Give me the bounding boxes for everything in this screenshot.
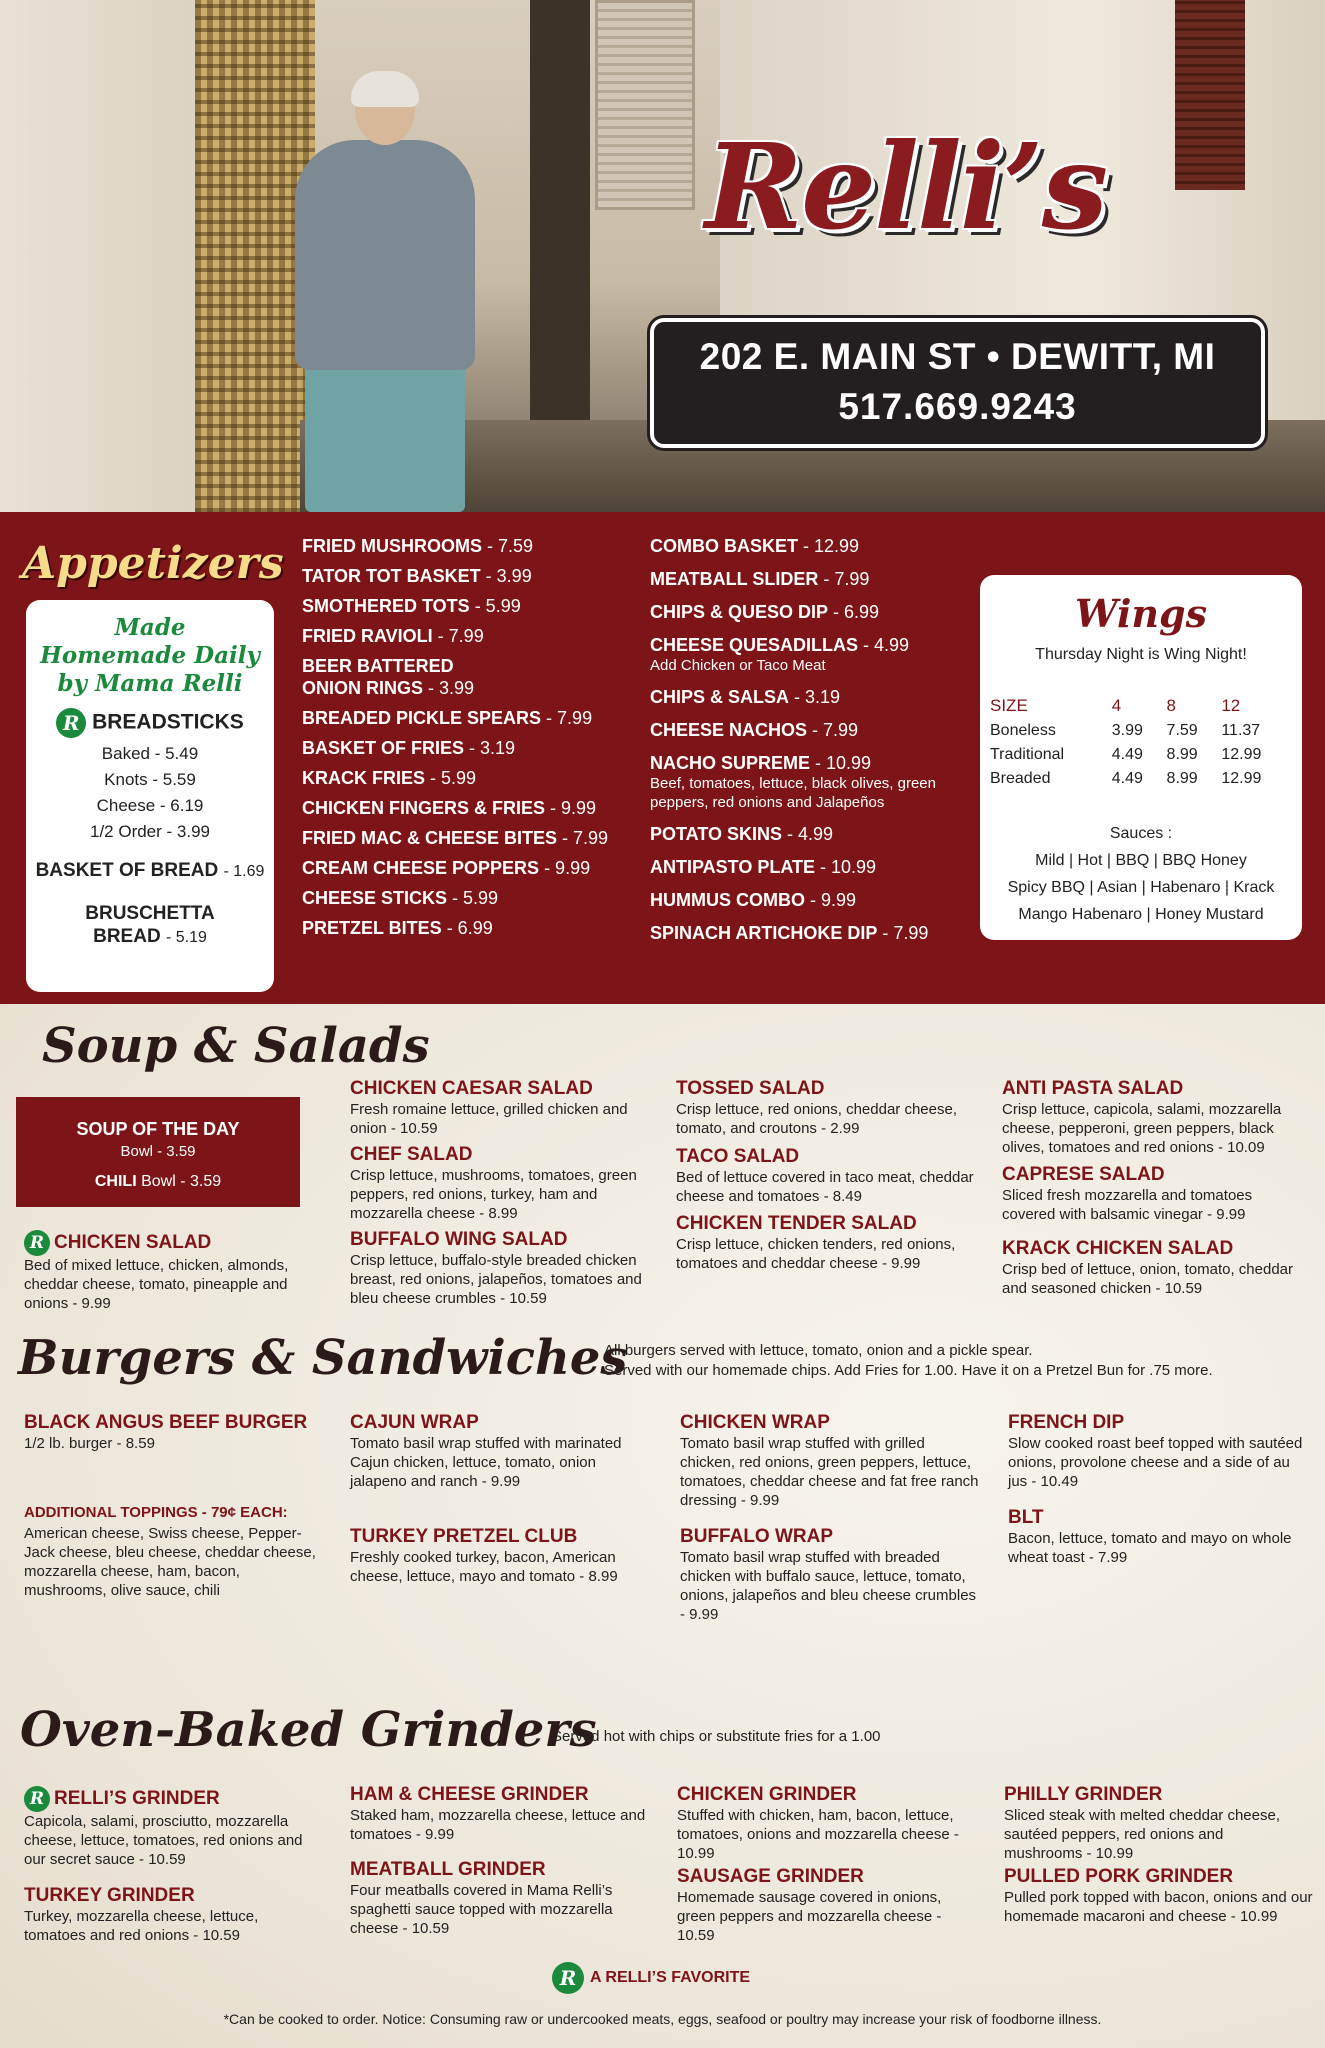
- appetizer-item: CHEESE NACHOS - 7.99: [650, 720, 859, 740]
- homemade-box: [26, 600, 274, 992]
- favorite-legend: R A RELLI’S FAVORITE: [552, 1962, 750, 1994]
- menu-item: R RELLI’S GRINDER Capicola, salami, prosciutto, mozzarella cheese, lettuce, tomatoes, red onions and our secret sauce - 10.59: [24, 1786, 314, 1869]
- favorite-badge-icon: R: [24, 1230, 50, 1256]
- menu-item: ADDITIONAL TOPPINGS - 79¢ EACH: American cheese, Swiss cheese, Pepper-Jack cheese, bleu cheese, cheddar cheese, mozzarella cheese, ham, bacon, mushrooms, olive sauce, chili: [24, 1504, 316, 1599]
- appetizer-item: CHICKEN FINGERS & FRIES - 9.99: [302, 798, 597, 818]
- menu-item: TURKEY PRETZEL CLUB Freshly cooked turkey, bacon, American cheese, lettuce, mayo and tomato - 8.99: [350, 1526, 618, 1585]
- menu-item: CHICKEN TENDER SALAD Crisp lettuce, chicken tenders, red onions, tomatoes and cheddar cheese - 9.99: [676, 1213, 956, 1272]
- favorite-badge-icon: R: [56, 708, 86, 738]
- photo-woman: [275, 75, 485, 512]
- appetizer-item: CREAM CHEESE POPPERS - 9.99: [302, 858, 591, 878]
- appetizer-item: FRIED MAC & CHEESE BITES - 7.99: [302, 828, 609, 848]
- burgers-note: All burgers served with lettuce, tomato, onion and a pickle spear. Served with our homemade chips. Add Fries for 1.00. Have it on a Pretzel Bun for .75 more.: [604, 1342, 1213, 1379]
- appetizer-item: KRACK FRIES - 5.99: [302, 768, 477, 788]
- photo-shutter: [595, 0, 695, 210]
- basket-of-bread: BASKET OF BREAD - 1.69: [35, 860, 265, 881]
- breadsticks-item: Baked - 5.49: [101, 744, 199, 763]
- appetizer-item: TATOR TOT BASKET - 3.99: [302, 566, 532, 586]
- menu-item: CHICKEN CAESAR SALAD Fresh romaine lettuce, grilled chicken and onion - 10.59: [350, 1078, 628, 1137]
- breadsticks-heading: R BREADSTICKS: [26, 708, 274, 738]
- grinders-note: Served hot with chips or substitute fries for a 1.00: [552, 1728, 881, 1745]
- footer-notice: *Can be cooked to order. Notice: Consuming raw or undercooked meats, eggs, seafood or poultry may increase your risk of foodborne illness.: [223, 2011, 1102, 2027]
- menu-item: CAJUN WRAP Tomato basil wrap stuffed with marinated Cajun chicken, lettuce, tomato, onion jalapeno and ranch - 9.99: [350, 1412, 622, 1490]
- menu-item: FRENCH DIP Slow cooked roast beef topped with sautéed onions, provolone cheese and a side of au jus - 10.49: [1008, 1412, 1303, 1490]
- soup-salads-title: Soup & Salads: [42, 1018, 430, 1074]
- appetizer-item: SMOTHERED TOTS - 5.99: [302, 596, 521, 616]
- menu-item: CAPRESE SALAD Sliced fresh mozzarella and tomatoes covered with balsamic vinegar - 9.99: [1002, 1164, 1253, 1223]
- restaurant-logo: Relli’s: [705, 117, 1107, 256]
- menu-item: SAUSAGE GRINDER Homemade sausage covered in onions, green peppers and mozzarella cheese - 10.59: [677, 1866, 942, 1944]
- appetizer-item: COMBO BASKET - 12.99: [650, 536, 860, 556]
- appetizer-item: FRIED MUSHROOMS - 7.59: [302, 536, 534, 556]
- appetizer-item: FRIED RAVIOLI - 7.99: [302, 626, 484, 646]
- appetizer-item: PRETZEL BITES - 6.99: [302, 918, 493, 938]
- appetizer-item: CHIPS & QUESO DIP - 6.99: [650, 602, 880, 622]
- appetizer-item: BREADED PICKLE SPEARS - 7.99: [302, 708, 593, 728]
- appetizer-item: POTATO SKINS - 4.99: [650, 824, 834, 844]
- appetizer-item: NACHO SUPREME - 10.99 Beef, tomatoes, lettuce, black olives, green peppers, red onions and Jalapeños: [650, 753, 936, 811]
- address-box: [650, 318, 1265, 448]
- appetizer-item: CHIPS & SALSA - 3.19: [650, 687, 841, 707]
- wings-subtitle: Thursday Night is Wing Night!: [1035, 646, 1247, 663]
- wings-price-table: SIZE 4 8 12 Boneless 3.99 7.59 11.37 Traditional 4.49 8.99 12.99 Breaded 4.49 8.99 12.99: [988, 693, 1288, 791]
- menu-item: TURKEY GRINDER Turkey, mozzarella cheese, lettuce, tomatoes and red onions - 10.59: [24, 1885, 259, 1944]
- menu-item: PULLED PORK GRINDER Pulled pork topped with bacon, onions and our homemade macaroni and cheese - 10.99: [1004, 1866, 1313, 1925]
- homemade-heading: Made Homemade Daily by Mama Relli: [40, 614, 260, 697]
- appetizer-item: CHEESE QUESADILLAS - 4.99 Add Chicken or Taco Meat: [650, 635, 910, 674]
- burgers-title: Burgers & Sandwiches: [18, 1330, 628, 1386]
- appetizer-item: HUMMUS COMBO - 9.99: [650, 890, 857, 910]
- appetizers-column-2: [650, 535, 950, 955]
- appetizer-item: BASKET OF FRIES - 3.19: [302, 738, 516, 758]
- menu-item: MEATBALL GRINDER Four meatballs covered in Mama Relli’s spaghetti sauce topped with mozzarella cheese - 10.59: [350, 1859, 613, 1937]
- favorite-badge-icon: R: [24, 1786, 50, 1812]
- wing-sauces: Sauces : Mild | Hot | BBQ | BBQ Honey Spicy BBQ | Asian | Habenaro | Krack Mango Habenaro | Honey Mustard: [1007, 825, 1275, 923]
- breadsticks-item: Knots - 5.59: [104, 770, 196, 789]
- grinders-title: Oven-Baked Grinders: [20, 1702, 597, 1758]
- appetizer-item: CHEESE STICKS - 5.99: [302, 888, 499, 908]
- menu-item: R CHICKEN SALAD Bed of mixed lettuce, chicken, almonds, cheddar cheese, tomato, pineapple and onions - 9.99: [24, 1230, 304, 1313]
- table-row: Traditional 4.49 8.99 12.99: [990, 746, 1262, 763]
- breadsticks-item: 1/2 Order - 3.99: [89, 822, 210, 841]
- appetizer-item: ANTIPASTO PLATE - 10.99: [650, 857, 877, 877]
- menu-item: KRACK CHICKEN SALAD Crisp bed of lettuce, onion, tomato, cheddar and seasoned chicken - 10.59: [1002, 1238, 1294, 1297]
- breadsticks-item: Cheese - 6.19: [96, 796, 204, 815]
- menu-item: BLT Bacon, lettuce, tomato and mayo on whole wheat toast - 7.99: [1008, 1507, 1292, 1566]
- appetizer-item: BEER BATTERED: [302, 656, 454, 676]
- menu-item: BUFFALO WING SALAD Crisp lettuce, buffalo-style breaded chicken breast, red onions, jalapeños, tomatoes and bleu cheese crumbles - 10.59: [350, 1229, 642, 1307]
- favorite-badge-icon: R: [552, 1962, 584, 1994]
- appetizers-column-1: [302, 535, 632, 947]
- menu-item: BLACK ANGUS BEEF BURGER 1/2 lb. burger - 8.59: [24, 1412, 308, 1452]
- phone: 517.669.9243: [838, 386, 1077, 427]
- menu-item: CHICKEN WRAP Tomato basil wrap stuffed with grilled chicken, red onions, green peppers, lettuce, tomatoes, cheddar cheese and fat free ranch dressing - 9.99: [680, 1412, 979, 1509]
- bruschetta-bread: BRUSCHETTA BREAD - 5.19: [85, 903, 215, 947]
- soup-of-the-day-box: SOUP OF THE DAY Bowl - 3.59 CHILI Bowl - 3.59: [16, 1097, 300, 1207]
- appetizer-item: SPINACH ARTICHOKE DIP - 7.99: [650, 923, 929, 943]
- menu-item: CHICKEN GRINDER Stuffed with chicken, ham, bacon, lettuce, tomatoes, onions and mozzarella cheese - 10.99: [677, 1784, 959, 1862]
- wings-title: Wings: [1074, 591, 1208, 636]
- menu-item: ANTI PASTA SALAD Crisp lettuce, capicola, salami, mozzarella cheese, pepperoni, green peppers, black olives, tomatoes and red onions - 10.09: [1002, 1078, 1282, 1156]
- wings-box: [980, 575, 1302, 940]
- appetizer-item: ONION RINGS - 3.99: [302, 678, 475, 698]
- menu-item: TOSSED SALAD Crisp lettuce, red onions, cheddar cheese, tomato, and croutons - 2.99: [676, 1078, 957, 1137]
- menu-item: HAM & CHEESE GRINDER Staked ham, mozzarella cheese, lettuce and tomatoes - 9.99: [350, 1784, 646, 1843]
- menu-item: CHEF SALAD Crisp lettuce, mushrooms, tomatoes, green peppers, red onions, turkey, ham and mozzarella cheese - 8.99: [350, 1144, 637, 1222]
- table-row: Boneless 3.99 7.59 11.37: [990, 722, 1261, 739]
- menu-item: PHILLY GRINDER Sliced steak with melted cheddar cheese, sautéed peppers, red onions and mushrooms - 10.99: [1004, 1784, 1280, 1862]
- appetizer-item: MEATBALL SLIDER - 7.99: [650, 569, 870, 589]
- appetizers-title: Appetizers: [22, 538, 284, 589]
- address: 202 E. MAIN ST • DEWITT, MI: [699, 336, 1216, 377]
- table-row: Breaded 4.49 8.99 12.99: [990, 770, 1262, 787]
- menu-item: TACO SALAD Bed of lettuce covered in taco meat, cheddar cheese and tomatoes - 8.49: [676, 1146, 974, 1205]
- menu-item: BUFFALO WRAP Tomato basil wrap stuffed with breaded chicken with buffalo sauce, lettuce, tomato, onions, jalapeños and bleu cheese crumbles - 9.99: [680, 1526, 977, 1623]
